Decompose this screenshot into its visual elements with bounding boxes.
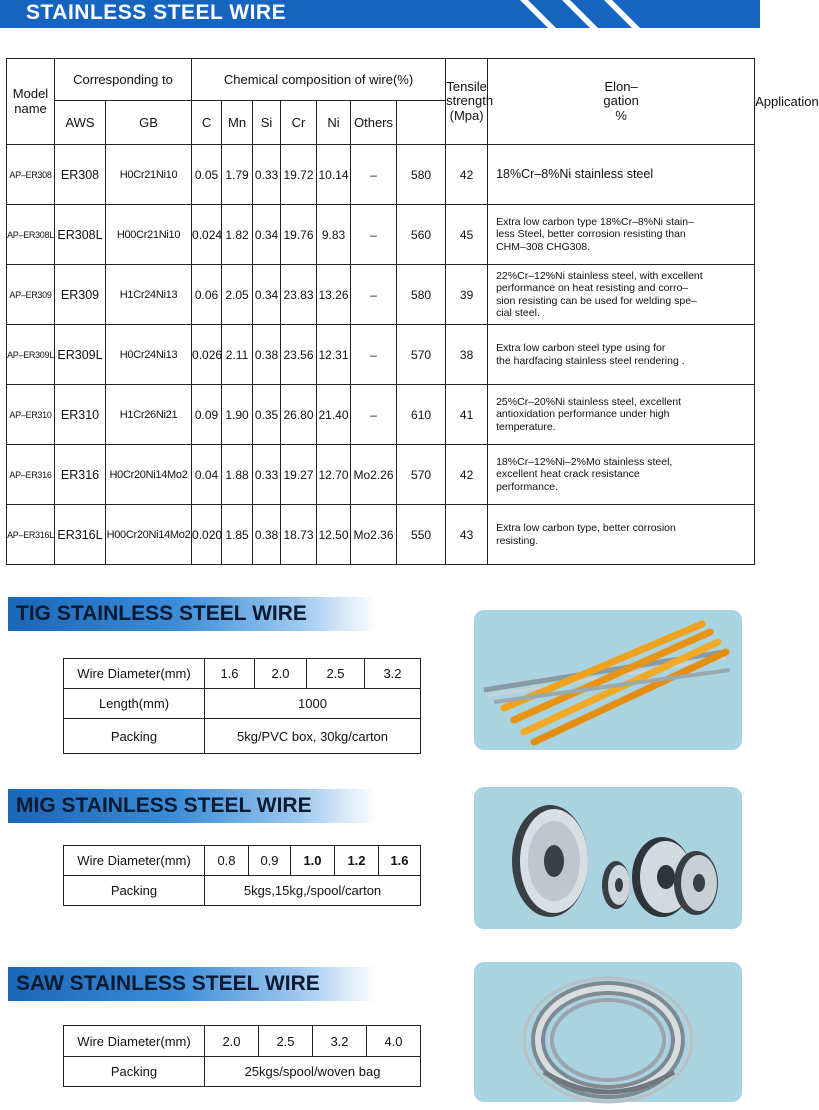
header-c: C — [192, 101, 222, 145]
elongation-cell: 45 — [446, 205, 488, 265]
header-aws: AWS — [55, 101, 106, 145]
header-elongation: Elon– gation % — [488, 59, 755, 145]
mn-cell: 1.85 — [222, 505, 253, 565]
model-name-cell: AP–ER316 — [7, 445, 55, 505]
ni-cell: 12.70 — [317, 445, 351, 505]
elongation-cell: 42 — [446, 145, 488, 205]
model-name-cell: AP–ER316L — [7, 505, 55, 565]
saw-section-title: SAW STAINLESS STEEL WIRE — [16, 972, 320, 995]
header-cr: Cr — [281, 101, 317, 145]
c-cell: 0.026 — [192, 325, 222, 385]
saw-diameter-value: 2.5 — [259, 1026, 313, 1057]
saw-diameter-value: 2.0 — [205, 1026, 259, 1057]
ni-cell: 12.31 — [317, 325, 351, 385]
cr-cell: 18.73 — [281, 505, 317, 565]
tig-rods-image — [474, 610, 742, 750]
gb-cell: H0Cr21Ni10 — [106, 145, 192, 205]
header-corresponding-to: Corresponding to — [55, 59, 192, 101]
tig-diameter-label: Wire Diameter(mm) — [64, 659, 205, 689]
application-cell: Extra low carbon type, better corrosion resisting. — [488, 505, 755, 565]
model-name-cell: AP–ER310 — [7, 385, 55, 445]
ni-cell: 10.14 — [317, 145, 351, 205]
page-title: STAINLESS STEEL WIRE — [26, 1, 287, 24]
others-cell: Mo2.26 — [351, 445, 397, 505]
table-row — [7, 385, 755, 445]
gb-cell: H00Cr21Ni10 — [106, 205, 192, 265]
si-cell: 0.33 — [253, 145, 281, 205]
c-cell: 0.09 — [192, 385, 222, 445]
header-mn: Mn — [222, 101, 253, 145]
elongation-cell: 41 — [446, 385, 488, 445]
ni-cell: 9.83 — [317, 205, 351, 265]
application-cell: 22%Cr–12%Ni stainless steel, with excellent performance on heat resisting and corro– sion resisting can be used for welding spe– cial steel. — [488, 265, 755, 325]
application-cell: Extra low carbon type 18%Cr–8%Ni stain– less Steel, better corrosion resisting than CHM–308 CHG308. — [488, 205, 755, 265]
mn-cell: 2.05 — [222, 265, 253, 325]
tensile-cell: 580 — [397, 145, 446, 205]
si-cell: 0.38 — [253, 505, 281, 565]
aws-cell: ER309 — [55, 265, 106, 325]
si-cell: 0.34 — [253, 205, 281, 265]
model-name-cell: AP–ER308L — [7, 205, 55, 265]
mig-section-banner — [8, 789, 378, 823]
tig-packing-label: Packing — [64, 719, 205, 754]
aws-cell: ER308L — [55, 205, 106, 265]
table-row — [7, 205, 755, 265]
mig-diameter-value: 1.2 — [335, 846, 379, 876]
tig-diameter-value: 2.0 — [255, 659, 307, 689]
header-tensile-strength: Tensile strength (Mpa) — [446, 59, 488, 145]
si-cell: 0.34 — [253, 265, 281, 325]
saw-diameter-value: 3.2 — [313, 1026, 367, 1057]
elongation-cell: 39 — [446, 265, 488, 325]
gb-cell: H1Cr26Ni21 — [106, 385, 192, 445]
mn-cell: 1.88 — [222, 445, 253, 505]
model-name-cell: AP–ER308 — [7, 145, 55, 205]
tig-section-title: TIG STAINLESS STEEL WIRE — [16, 602, 307, 625]
others-cell: Mo2.36 — [351, 505, 397, 565]
mig-spec-table — [63, 845, 421, 906]
header-si: Si — [253, 101, 281, 145]
gb-cell: H1Cr24Ni13 — [106, 265, 192, 325]
cr-cell: 23.56 — [281, 325, 317, 385]
table-row — [7, 505, 755, 565]
table-row — [7, 265, 755, 325]
header-model-name: Model name — [7, 59, 55, 145]
ni-cell: 21.40 — [317, 385, 351, 445]
others-cell: – — [351, 205, 397, 265]
header-chemical-composition: Chemical composition of wire(%) — [192, 59, 446, 101]
application-cell: 18%Cr–12%Ni–2%Mo stainless steel, excellent heat crack resistance performance. — [488, 445, 755, 505]
composition-table: Model name Corresponding to Chemical composition of wire(%) Tensile strength (Mpa) Elon– gation % Application AWS GB C Mn Si Cr Ni Others AP–ER308 ER308 H0Cr21Ni10 0.05 1.79 0.33 19.72 10.14 – 580 42 18%Cr–8%Ni stainless steel AP–ER308L ER308L H00Cr21Ni10 0.024 1.82 0.34 19.76 9.83 – 560 45 Extra low carbon type 18%Cr–8%Ni stain– less Steel, better corrosion resisting than CHM–308 CHG308. AP–ER309 ER309 H1Cr24Ni13 0.06 2.05 0.34 23.83 13.26 – 580 39 22%Cr–12%Ni stainless steel, with excellent performance on heat resisting and corro– sion resisting can be used for welding spe– cial steel. AP–ER309L ER309L H0Cr24Ni13 0.026 2.11 0.38 23.56 12.31 – 570 38 Extra low carbon steel type using for the hardfacing stainless steel rendering . AP–ER310 ER310 H1Cr26Ni21 0.09 1.90 0.35 26.80 21.40 – 610 41 25%Cr–20%Ni stainless steel, excellent antioxidation performance under high temperature. AP–ER316 ER316 H0Cr20Ni14Mo2 0.04 1.88 0.33 19.27 12.70 Mo2.26 570 42 18%Cr–12%Ni–2%Mo stainless steel, excellent heat crack resistance performance. AP–ER316L ER316L H00Cr20Ni14Mo2 0.020 1.85 0.38 18.73 12.50 Mo2.36 550 43 Extra low carbon type, better corrosion resisting. — [6, 58, 755, 565]
c-cell: 0.024 — [192, 205, 222, 265]
mig-diameter-value: 0.9 — [249, 846, 291, 876]
cr-cell: 23.83 — [281, 265, 317, 325]
tig-packing-value: 5kg/PVC box, 30kg/carton — [205, 719, 421, 754]
application-cell: Extra low carbon steel type using for the hardfacing stainless steel rendering . — [488, 325, 755, 385]
tig-length-value: 1000 — [205, 689, 421, 719]
aws-cell: ER309L — [55, 325, 106, 385]
aws-cell: ER316L — [55, 505, 106, 565]
tig-diameter-value: 1.6 — [205, 659, 255, 689]
tensile-cell: 580 — [397, 265, 446, 325]
mn-cell: 1.90 — [222, 385, 253, 445]
cr-cell: 19.72 — [281, 145, 317, 205]
elongation-cell: 38 — [446, 325, 488, 385]
header-ni: Ni — [317, 101, 351, 145]
saw-diameter-value: 4.0 — [367, 1026, 421, 1057]
mig-section-title: MIG STAINLESS STEEL WIRE — [16, 794, 312, 817]
mn-cell: 2.11 — [222, 325, 253, 385]
mig-diameter-value: 1.6 — [379, 846, 421, 876]
saw-coil-image — [474, 962, 742, 1102]
header-gb: GB — [106, 101, 192, 145]
tensile-cell: 570 — [397, 325, 446, 385]
saw-packing-value: 25kgs/spool/woven bag — [205, 1057, 421, 1087]
aws-cell: ER308 — [55, 145, 106, 205]
header-others: Others — [351, 101, 397, 145]
tig-section-banner — [8, 597, 378, 631]
aws-cell: ER310 — [55, 385, 106, 445]
tig-spec-table — [63, 658, 421, 754]
si-cell: 0.38 — [253, 325, 281, 385]
c-cell: 0.06 — [192, 265, 222, 325]
cr-cell: 19.27 — [281, 445, 317, 505]
tig-diameter-value: 2.5 — [307, 659, 365, 689]
elongation-cell: 43 — [446, 505, 488, 565]
ni-cell: 12.50 — [317, 505, 351, 565]
cr-cell: 19.76 — [281, 205, 317, 265]
others-cell: – — [351, 145, 397, 205]
gb-cell: H0Cr20Ni14Mo2 — [106, 445, 192, 505]
c-cell: 0.05 — [192, 145, 222, 205]
others-cell: – — [351, 385, 397, 445]
tensile-cell: 570 — [397, 445, 446, 505]
tensile-cell: 550 — [397, 505, 446, 565]
mig-packing-value: 5kgs,15kg,/spool/carton — [205, 876, 421, 906]
mn-cell: 1.79 — [222, 145, 253, 205]
saw-spec-table — [63, 1025, 421, 1087]
tensile-cell: 560 — [397, 205, 446, 265]
ni-cell: 13.26 — [317, 265, 351, 325]
table-row — [7, 445, 755, 505]
saw-packing-label: Packing — [64, 1057, 205, 1087]
mn-cell: 1.82 — [222, 205, 253, 265]
tig-rods-photo — [474, 610, 742, 750]
model-name-cell: AP–ER309 — [7, 265, 55, 325]
table-row — [7, 145, 755, 205]
saw-coil-photo — [474, 962, 742, 1102]
elongation-cell: 42 — [446, 445, 488, 505]
saw-section-banner — [8, 967, 378, 1001]
header-banner — [0, 0, 760, 30]
table-row — [7, 325, 755, 385]
tig-diameter-value: 3.2 — [365, 659, 421, 689]
others-cell: – — [351, 325, 397, 385]
others-cell: – — [351, 265, 397, 325]
cr-cell: 26.80 — [281, 385, 317, 445]
gb-cell: H00Cr20Ni14Mo2 — [106, 505, 192, 565]
application-cell: 25%Cr–20%Ni stainless steel, excellent antioxidation performance under high temperature. — [488, 385, 755, 445]
aws-cell: ER316 — [55, 445, 106, 505]
application-cell: 18%Cr–8%Ni stainless steel — [488, 145, 755, 205]
mig-diameter-value: 0.8 — [205, 846, 249, 876]
si-cell: 0.35 — [253, 385, 281, 445]
si-cell: 0.33 — [253, 445, 281, 505]
tig-length-label: Length(mm) — [64, 689, 205, 719]
mig-spools-image — [474, 787, 742, 929]
mig-spools-photo — [474, 787, 742, 929]
c-cell: 0.04 — [192, 445, 222, 505]
model-name-cell: AP–ER309L — [7, 325, 55, 385]
saw-diameter-label: Wire Diameter(mm) — [64, 1026, 205, 1057]
mig-packing-label: Packing — [64, 876, 205, 906]
c-cell: 0.020 — [192, 505, 222, 565]
mig-diameter-value: 1.0 — [291, 846, 335, 876]
mig-diameter-label: Wire Diameter(mm) — [64, 846, 205, 876]
gb-cell: H0Cr24Ni13 — [106, 325, 192, 385]
tensile-cell: 610 — [397, 385, 446, 445]
